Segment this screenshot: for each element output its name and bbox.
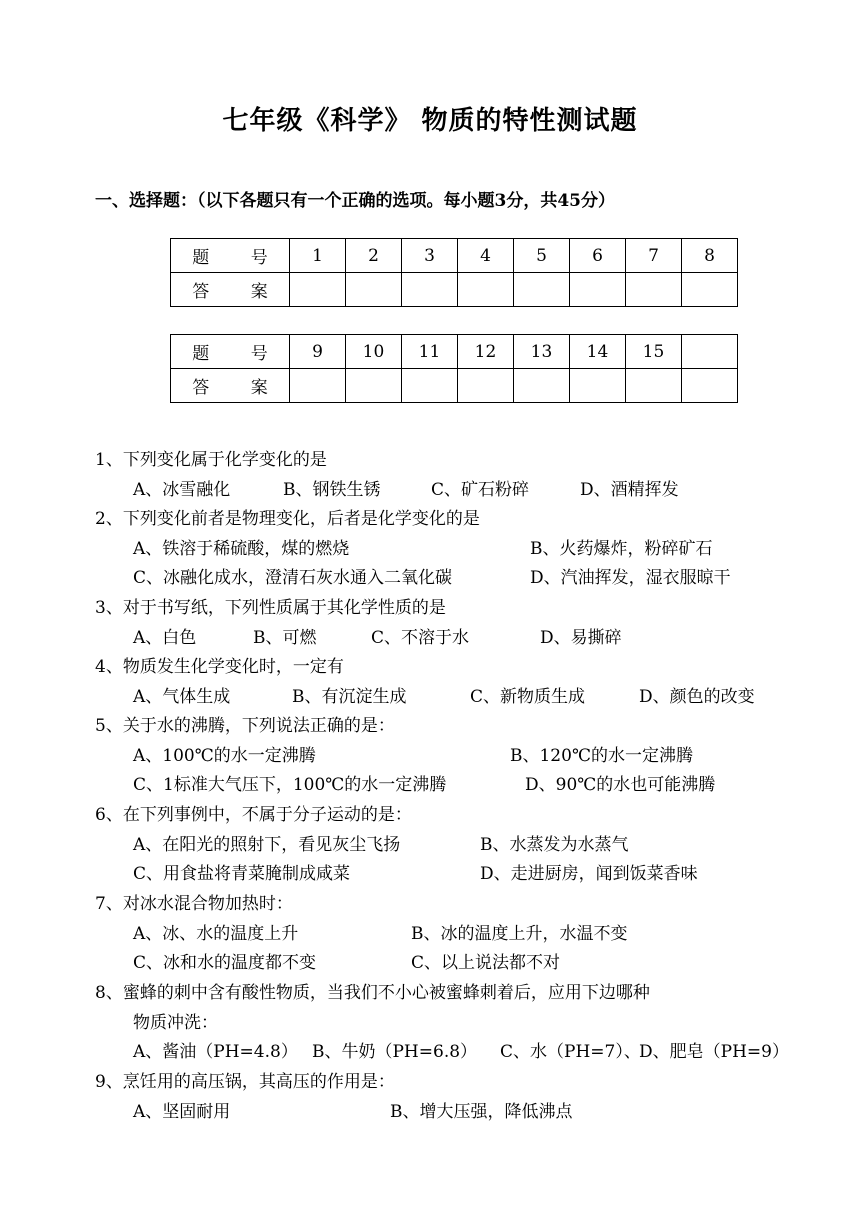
- option-1c: C、矿石粉碎: [431, 480, 530, 500]
- question-4: 4、物质发生化学变化时，一定有: [95, 657, 344, 677]
- option-6a: A、在阳光的照射下，看见灰尘飞扬: [133, 835, 401, 855]
- question-8-continued: 物质冲洗：: [133, 1013, 218, 1033]
- option-4a: A、气体生成: [133, 687, 231, 707]
- table-row: [171, 335, 738, 369]
- answer-cell[interactable]: [458, 273, 514, 307]
- option-8a: A、酱油（PH=4.8）: [133, 1042, 298, 1062]
- number-cell: 2: [346, 239, 402, 273]
- option-1a: A、冰雪融化: [133, 480, 231, 500]
- answer-cell[interactable]: [346, 273, 402, 307]
- question-2: 2、下列变化前者是物理变化，后者是化学变化的是: [95, 509, 480, 529]
- option-4b: B、有沉淀生成: [292, 687, 407, 707]
- option-5a: A、100℃的水一定沸腾: [133, 746, 316, 766]
- number-cell: [682, 335, 738, 369]
- number-cell: 5: [514, 239, 570, 273]
- option-6c: C、用食盐将青菜腌制成咸菜: [133, 864, 351, 884]
- answer-cell[interactable]: [514, 369, 570, 403]
- number-cell: 14: [570, 335, 626, 369]
- table-header-cell: 题 号: [171, 239, 290, 273]
- option-9b: B、增大压强，降低沸点: [390, 1102, 573, 1122]
- number-cell: 1: [290, 239, 346, 273]
- question-8: 8、蜜蜂的刺中含有酸性物质，当我们不小心被蜜蜂刺着后，应用下边哪种: [95, 983, 650, 1003]
- table-header-cell: 答 案: [171, 369, 290, 403]
- table-header-cell: 题 号: [171, 335, 290, 369]
- answer-cell[interactable]: [402, 369, 458, 403]
- option-3d: D、易撕碎: [540, 628, 622, 648]
- answer-table-2: [170, 334, 738, 403]
- option-9a: A、坚固耐用: [133, 1102, 231, 1122]
- option-5d: D、90℃的水也可能沸腾: [525, 775, 716, 795]
- option-7a: A、冰、水的温度上升: [133, 924, 299, 944]
- question-9: 9、烹饪用的高压锅，其高压的作用是：: [95, 1072, 395, 1092]
- option-4d: D、颜色的改变: [639, 687, 755, 707]
- page-title: 七年级《科学》 物质的特性测试题: [222, 106, 638, 136]
- answer-cell[interactable]: [682, 369, 738, 403]
- number-cell: 4: [458, 239, 514, 273]
- option-5c: C、1标准大气压下，100℃的水一定沸腾: [133, 775, 447, 795]
- number-cell: 6: [570, 239, 626, 273]
- answer-cell[interactable]: [290, 369, 346, 403]
- option-2a: A、铁溶于稀硫酸，煤的燃烧: [133, 539, 350, 559]
- question-1: 1、下列变化属于化学变化的是: [95, 450, 327, 470]
- section-heading: 一、选择题：（以下各题只有一个正确的选项。每小题3分，共45分）: [95, 191, 615, 211]
- table-row: [171, 369, 738, 403]
- answer-cell[interactable]: [682, 273, 738, 307]
- option-1b: B、钢铁生锈: [283, 480, 381, 500]
- answer-table-1: [170, 238, 738, 307]
- table-row: [171, 239, 738, 273]
- number-cell: 15: [626, 335, 682, 369]
- question-7: 7、对冰水混合物加热时：: [95, 894, 293, 914]
- number-cell: 13: [514, 335, 570, 369]
- option-1d: D、酒精挥发: [580, 480, 679, 500]
- answer-cell[interactable]: [290, 273, 346, 307]
- answer-cell[interactable]: [458, 369, 514, 403]
- answer-cell[interactable]: [346, 369, 402, 403]
- question-3: 3、对于书写纸，下列性质属于其化学性质的是: [95, 598, 446, 618]
- number-cell: 9: [290, 335, 346, 369]
- option-7d: C、以上说法都不对: [411, 953, 561, 973]
- option-7c: C、冰和水的温度都不变: [133, 953, 317, 973]
- option-3b: B、可燃: [253, 628, 317, 648]
- option-8c: C、水（PH=7）、: [500, 1042, 641, 1062]
- option-2c: C、冰融化成水，澄清石灰水通入二氧化碳: [133, 568, 453, 588]
- answer-cell[interactable]: [626, 369, 682, 403]
- option-8d: D、肥皂（PH=9）: [639, 1042, 789, 1062]
- option-3c: C、不溶于水: [371, 628, 470, 648]
- option-6b: B、水蒸发为水蒸气: [480, 835, 629, 855]
- option-2b: B、火药爆炸，粉碎矿石: [530, 539, 713, 559]
- number-cell: 8: [682, 239, 738, 273]
- answer-cell[interactable]: [570, 369, 626, 403]
- option-2d: D、汽油挥发，湿衣服晾干: [530, 568, 731, 588]
- table-row: [171, 273, 738, 307]
- option-8b: B、牛奶（PH=6.8）: [312, 1042, 478, 1062]
- question-6: 6、在下列事例中，不属于分子运动的是：: [95, 805, 412, 825]
- number-cell: 10: [346, 335, 402, 369]
- answer-cell[interactable]: [626, 273, 682, 307]
- number-cell: 12: [458, 335, 514, 369]
- option-5b: B、120℃的水一定沸腾: [510, 746, 693, 766]
- question-5: 5、关于水的沸腾，下列说法正确的是：: [95, 716, 395, 736]
- answer-cell[interactable]: [514, 273, 570, 307]
- option-6d: D、走进厨房，闻到饭菜香味: [480, 864, 698, 884]
- option-4c: C、新物质生成: [470, 687, 586, 707]
- answer-cell[interactable]: [570, 273, 626, 307]
- option-3a: A、白色: [133, 628, 197, 648]
- option-7b: B、冰的温度上升，水温不变: [411, 924, 628, 944]
- number-cell: 7: [626, 239, 682, 273]
- number-cell: 3: [402, 239, 458, 273]
- table-header-cell: 答 案: [171, 273, 290, 307]
- answer-cell[interactable]: [402, 273, 458, 307]
- number-cell: 11: [402, 335, 458, 369]
